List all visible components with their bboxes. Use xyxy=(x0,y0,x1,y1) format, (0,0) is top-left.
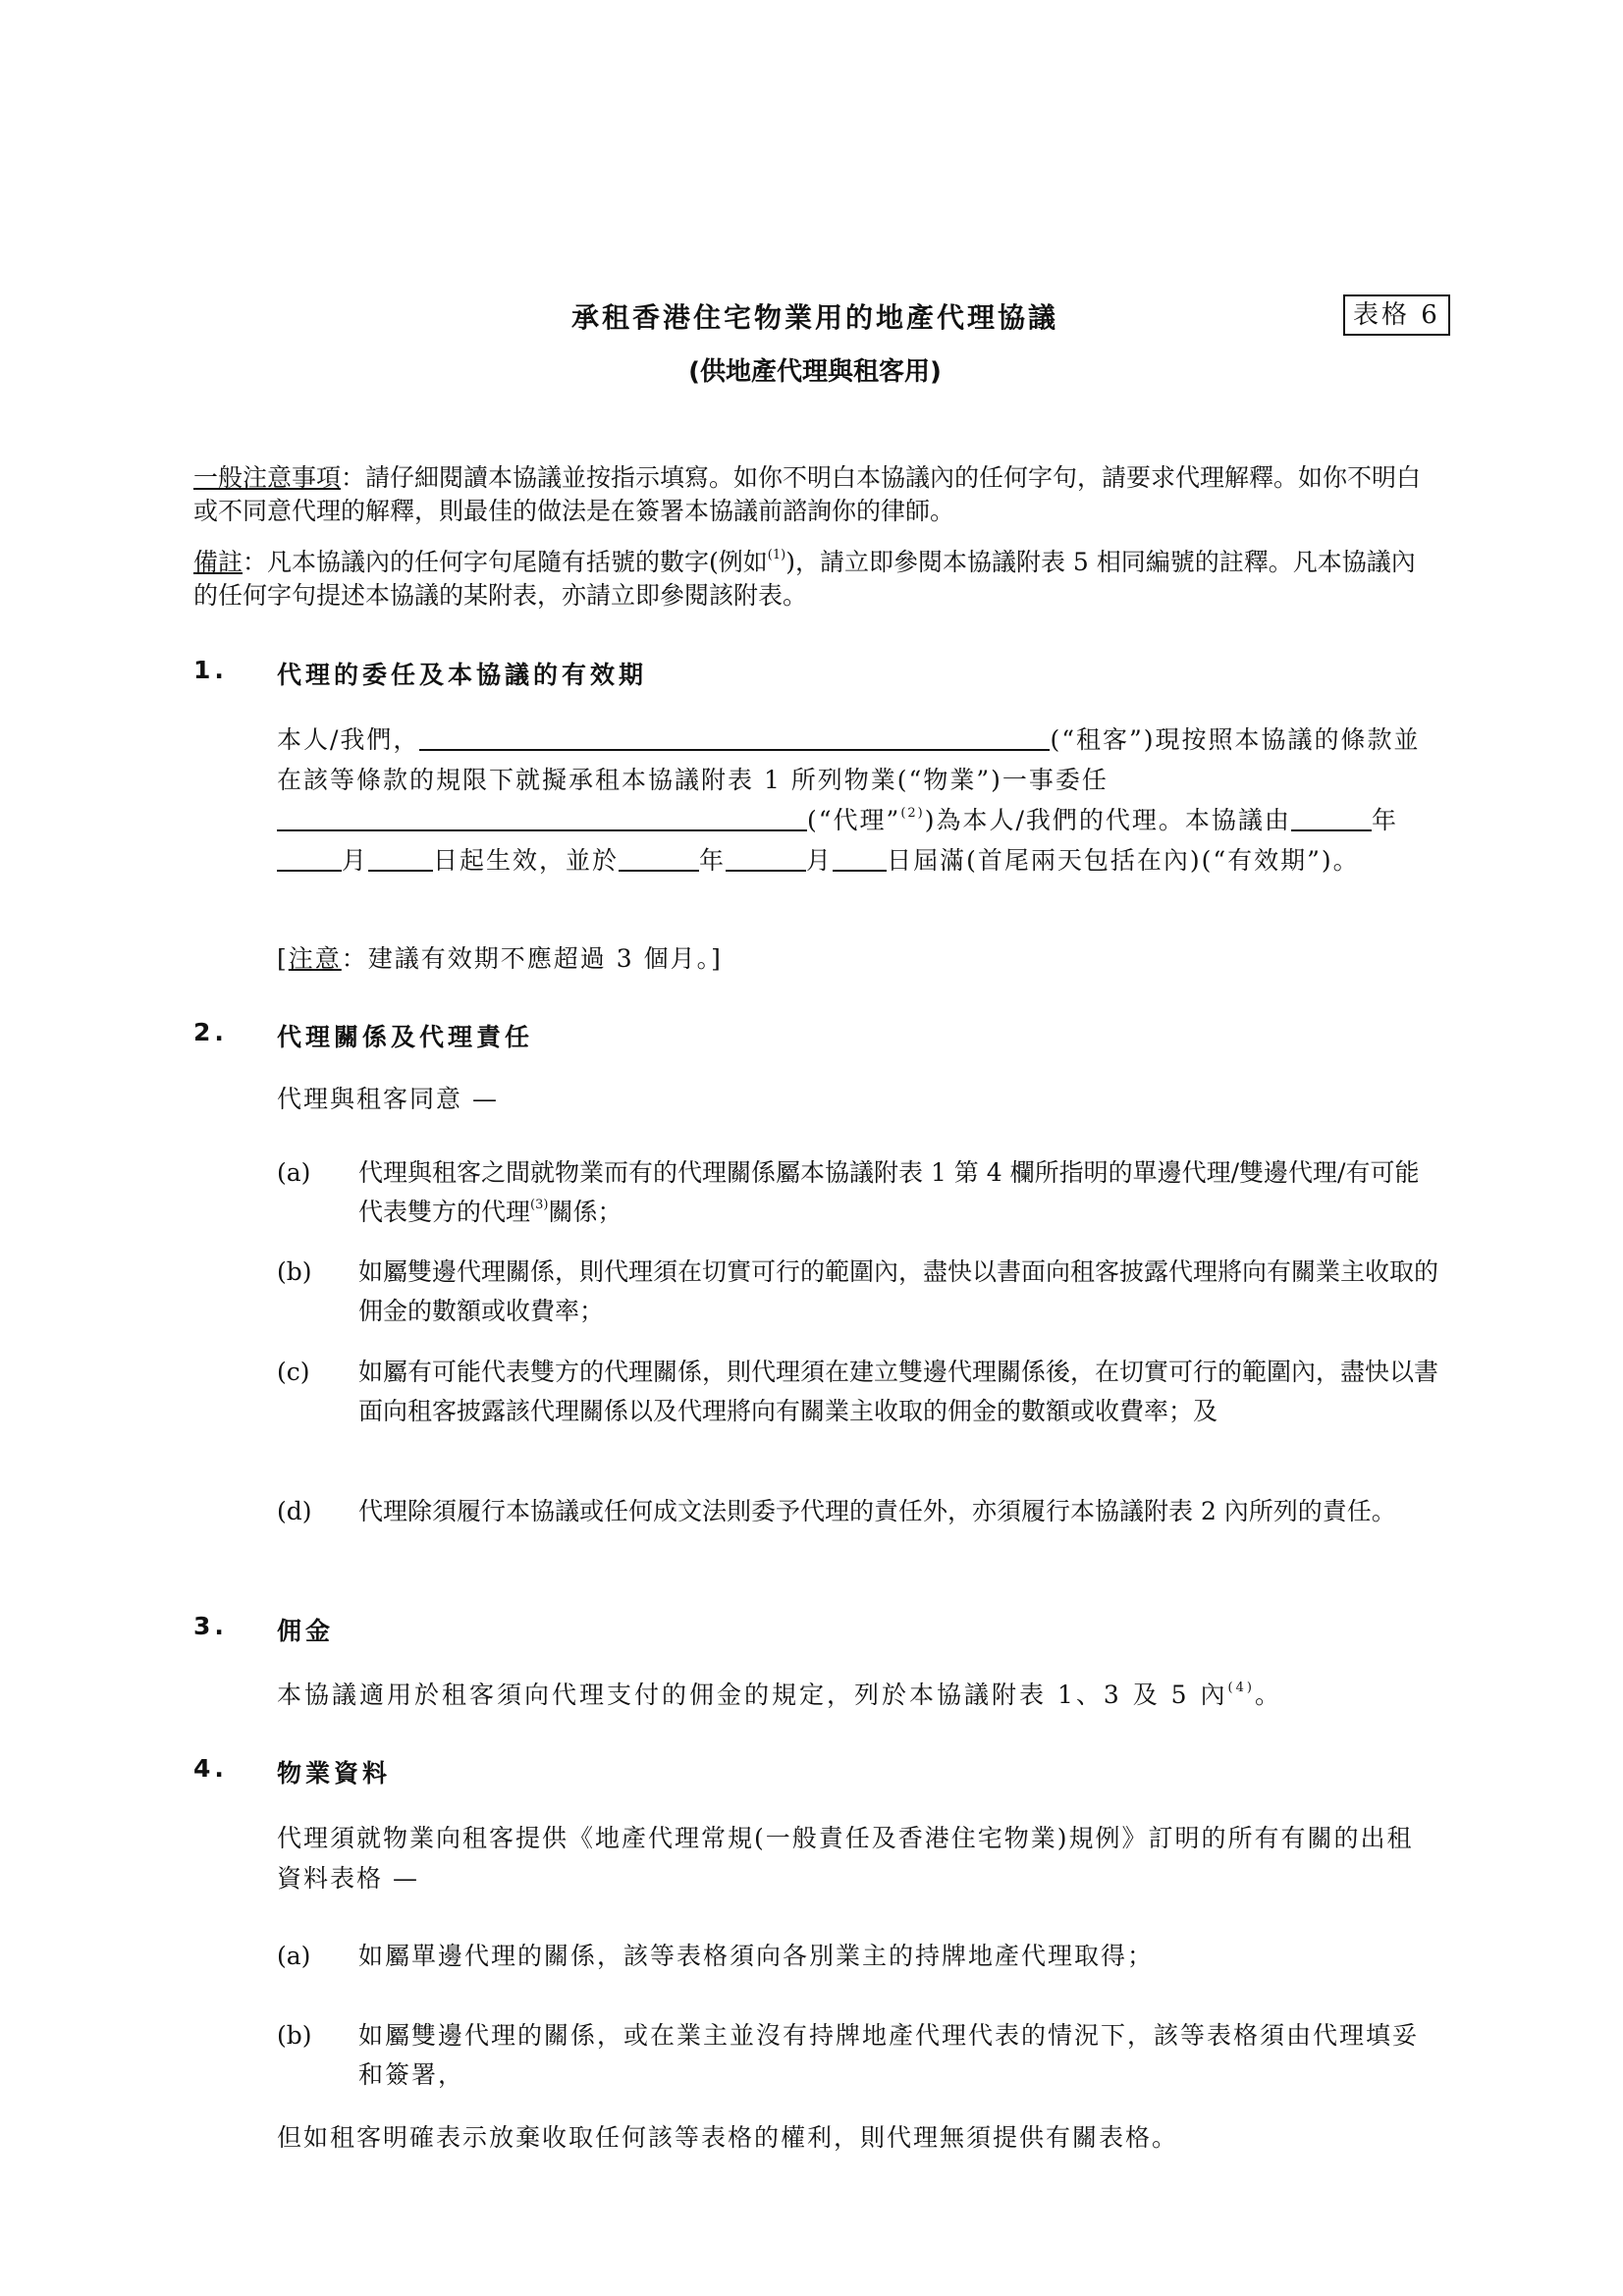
s2-item-a-footnote-ref: (3) xyxy=(530,1198,549,1212)
section-1-body xyxy=(277,720,1439,881)
general-notice xyxy=(193,461,1438,528)
remark-text-1: ：凡本協議內的任何字句尾隨有括號的數字(例如 xyxy=(243,548,768,576)
section-1-heading: 代理的委任及本協議的有效期 xyxy=(277,661,648,689)
section-2-intro: 代理與租客同意 — xyxy=(277,1085,499,1113)
s1-day-end-text: 日屆滿(首尾兩天包括在內)(“有效期”)。 xyxy=(887,846,1360,875)
section-4-closing: 但如租客明確表示放棄收取任何該等表格的權利，則代理無須提供有關表格。 xyxy=(277,2123,1179,2152)
s1-text-1: 本人/我們， xyxy=(277,725,420,754)
s1-month-label-2: 月 xyxy=(806,846,834,875)
tenant-name-field[interactable] xyxy=(419,721,1050,751)
agent-name-field[interactable] xyxy=(277,802,807,831)
s1-footnote-ref: (2) xyxy=(900,806,925,821)
start-day-field[interactable] xyxy=(368,842,433,872)
document-title: 承租香港住宅物業用的地產代理協議 xyxy=(570,301,1058,334)
note-label: 注意 xyxy=(288,944,342,973)
s1-year-label-2: 年 xyxy=(699,846,727,875)
remark-text-2: )，請立即參閱本協議附表 5 相同編號的註釋。凡本協議內的任何字句提述本協議的某附表，亦請立即參閱該附表。 xyxy=(193,548,1416,610)
section-2-heading: 代理關係及代理責任 xyxy=(277,1023,534,1051)
s1-month-label: 月 xyxy=(342,846,369,875)
s1-text-2: (“租客”)現按照本協議的條款並在該等條款的規限下就擬承租本協議附表 1 所列物業(“物業”)一事委任 xyxy=(277,725,1421,794)
general-notice-label: 一般注意事項 xyxy=(193,463,342,492)
section-3-number: 3. xyxy=(193,1612,228,1640)
s2-item-d-label: (d) xyxy=(277,1497,312,1525)
s2-item-c-text: 如屬有可能代表雙方的代理關係，則代理須在建立雙邊代理關係後，在切實可行的範圍內，盡快以書面向租客披露該代理關係以及代理將向有關業主收取的佣金的數額或收費率；及 xyxy=(358,1358,1439,1425)
s2-item-a-text xyxy=(358,1153,1440,1232)
s2-item-b-label: (b) xyxy=(277,1257,312,1286)
end-year-field[interactable] xyxy=(619,842,699,872)
s1-day-start-text: 日起生效，並於 xyxy=(433,846,620,875)
s1-year-label: 年 xyxy=(1371,806,1398,834)
s2-item-b-text: 如屬雙邊代理關係，則代理須在切實可行的範圍內，盡快以書面向租客披露代理將向有關業主收取的佣金的數額或收費率； xyxy=(358,1257,1439,1325)
remark-footnote-ref: (1) xyxy=(767,548,786,562)
s3-footnote-ref: (4) xyxy=(1227,1681,1255,1695)
form-number-box: 表格 6 xyxy=(1343,294,1450,336)
remark-label: 備註 xyxy=(193,548,243,576)
s4-item-b-text: 如屬雙邊代理的關係，或在業主並沒有持牌地產代理代表的情況下，該等表格須由代理填妥和簽署， xyxy=(358,2021,1420,2089)
general-notice-text: ：請仔細閱讀本協議並按指示填寫。如你不明白本協議內的任何字句，請要求代理解釋。如你不明白或不同意代理的解釋，則最佳的做法是在簽署本協議前諮詢你的律師。 xyxy=(193,463,1422,525)
section-3-body xyxy=(277,1675,1439,1715)
s2-item-a-text-1: 代理與租客之間就物業而有的代理關係屬本協議附表 1 第 4 欄所指明的單邊代理/雙邊代理/有可能代表雙方的代理 xyxy=(358,1158,1420,1226)
document-subtitle: (供地產代理與租客用) xyxy=(688,357,942,387)
remark-notice xyxy=(193,546,1438,613)
end-day-field[interactable] xyxy=(833,842,887,872)
note-text: ：建議有效期不應超過 3 個月。] xyxy=(341,944,723,973)
start-month-field[interactable] xyxy=(277,842,342,872)
s2-item-a-text-2: 關係； xyxy=(548,1198,622,1226)
section-4-heading: 物業資料 xyxy=(277,1759,392,1788)
start-year-field[interactable] xyxy=(1291,802,1372,831)
section-2-number: 2. xyxy=(193,1018,228,1046)
s4-item-a-label: (a) xyxy=(277,1942,311,1970)
s2-item-c-label: (c) xyxy=(277,1358,310,1386)
s2-item-d-text: 代理除須履行本協議或任何成文法則委予代理的責任外，亦須履行本協議附表 2 內所列的責任。 xyxy=(358,1497,1396,1525)
section-4-intro: 代理須就物業向租客提供《地產代理常規(一般責任及香港住宅物業)規例》訂明的所有有關的出租資料表格 — xyxy=(277,1824,1414,1893)
s4-item-a-text: 如屬單邊代理的關係，該等表格須向各別業主的持牌地產代理取得； xyxy=(358,1942,1155,1970)
s3-text-1: 本協議適用於租客須向代理支付的佣金的規定，列於本協議附表 1、3 及 5 內 xyxy=(277,1681,1228,1709)
s3-text-2: 。 xyxy=(1254,1681,1282,1709)
section-1-note xyxy=(277,938,1439,979)
section-1-number: 1. xyxy=(193,656,228,684)
s1-text-4: )為本人/我們的代理。本協議由 xyxy=(924,806,1291,834)
end-month-field[interactable] xyxy=(726,842,806,872)
s2-item-a-label: (a) xyxy=(277,1158,311,1187)
note-open: [ xyxy=(277,944,289,973)
s4-item-b-label: (b) xyxy=(277,2021,312,2050)
s1-text-3: (“代理” xyxy=(807,806,901,834)
section-3-heading: 佣金 xyxy=(277,1617,335,1645)
section-4-number: 4. xyxy=(193,1754,228,1783)
